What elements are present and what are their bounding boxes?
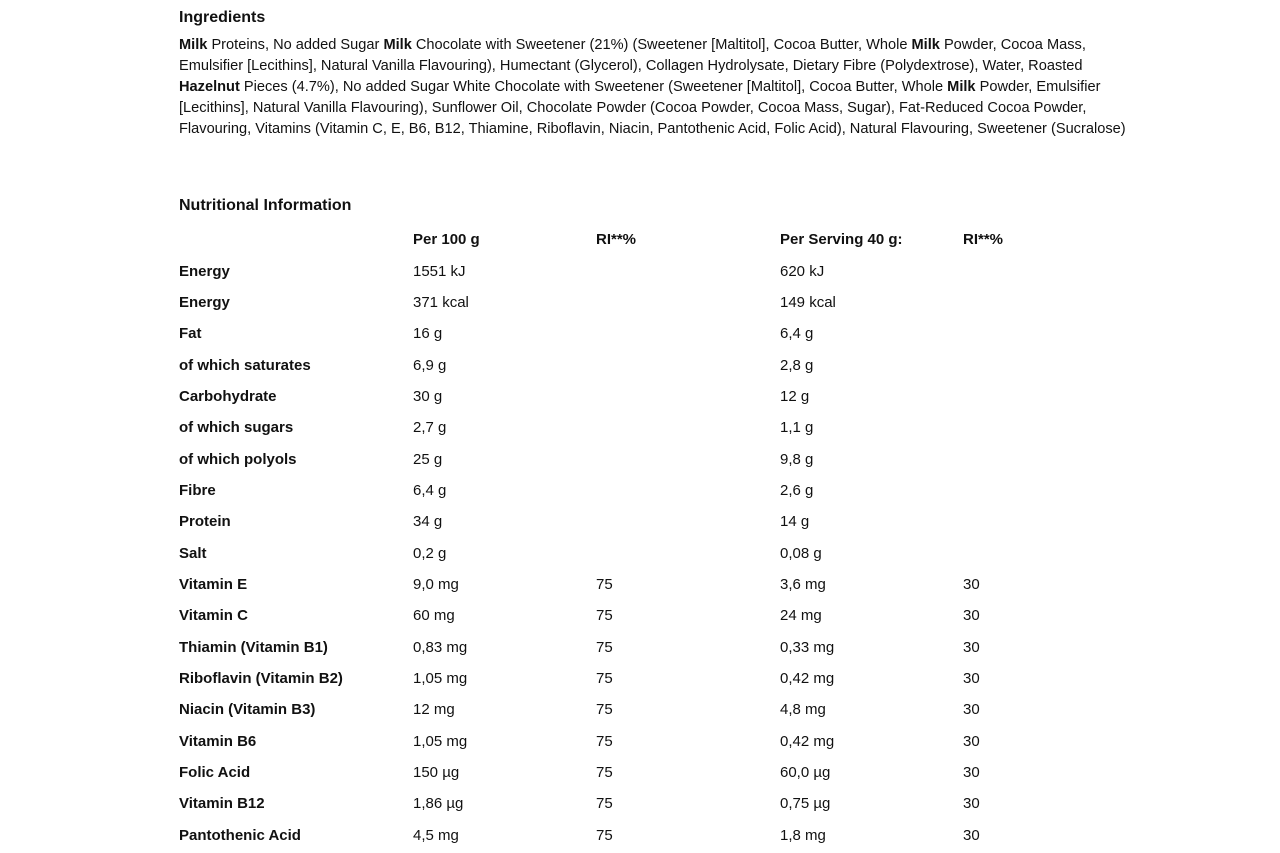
ri-per-100g: 75	[596, 638, 613, 656]
value-per-serving: 24 mg	[780, 607, 822, 625]
nutrient-name: Riboflavin (Vitamin B2)	[179, 669, 343, 687]
value-per-100g: 2,7 g	[413, 419, 447, 437]
table-row	[179, 631, 1083, 662]
ri-per-serving: 30	[963, 826, 980, 844]
table-row	[179, 255, 1083, 286]
ingredient-text-segment: Powder, Emulsifier [Lecithins], Natural Vanilla Flavouring), Sunflower Oil, Chocolate Powder (Cocoa Powder, Cocoa Mass, Sugar), Fat-Reduced Cocoa Powder, Flavouring, Vitamins (Vitamin C, E, B6, B12, Thiamine, Riboflavin, Niacin, Pantothenic Acid, Folic Acid), Natural Flavouring, Sweetener (Sucralose)	[179, 79, 1126, 137]
ri-per-100g	[596, 506, 780, 537]
table-row	[179, 820, 1083, 851]
ri-per-100g: 75	[596, 701, 613, 719]
table-row	[179, 287, 1083, 318]
value-per-100g: 150 µg	[413, 764, 460, 782]
allergen-highlight: Milk	[383, 37, 412, 53]
ri-per-serving: 30	[963, 638, 980, 656]
nutrition-heading: Nutritional Information	[179, 197, 352, 214]
table-row	[179, 569, 1083, 600]
value-per-100g: 25 g	[413, 450, 443, 468]
ri-per-serving	[963, 537, 1083, 568]
nutrient-name: Protein	[179, 513, 231, 531]
value-per-100g: 9,0 mg	[413, 575, 459, 593]
table-row	[179, 757, 1083, 788]
value-per-100g: 34 g	[413, 513, 443, 531]
value-per-100g: 1,05 mg	[413, 669, 468, 687]
ri-per-serving: 30	[963, 669, 980, 687]
value-per-serving: 14 g	[780, 513, 810, 531]
value-per-100g: 1551 kJ	[413, 262, 466, 280]
nutrition-header-row	[179, 224, 1083, 255]
value-per-serving: 620 kJ	[780, 262, 825, 280]
ri-per-100g: 75	[596, 607, 613, 625]
value-per-serving: 0,08 g	[780, 544, 822, 562]
ri-per-serving	[963, 287, 1083, 318]
ri-per-serving	[963, 475, 1083, 506]
nutrition-table-body	[179, 255, 1083, 851]
ri-per-100g	[596, 475, 780, 506]
allergen-highlight: Hazelnut	[179, 79, 240, 95]
ri-per-100g: 75	[596, 669, 613, 687]
value-per-100g: 4,5 mg	[413, 826, 459, 844]
nutrient-name: Thiamin (Vitamin B1)	[179, 638, 328, 656]
ri-per-100g	[596, 381, 780, 412]
ri-per-serving	[963, 349, 1083, 380]
table-row	[179, 443, 1083, 474]
nutrient-name: Vitamin B12	[179, 795, 265, 813]
value-per-100g: 12 mg	[413, 701, 455, 719]
ri-per-serving: 30	[963, 701, 980, 719]
value-per-100g: 0,83 mg	[413, 638, 468, 656]
value-per-serving: 0,33 mg	[780, 638, 835, 656]
table-row	[179, 475, 1083, 506]
ri-per-serving: 30	[963, 764, 980, 782]
value-per-serving: 1,8 mg	[780, 826, 826, 844]
ri-per-serving	[963, 506, 1083, 537]
ri-per-100g	[596, 537, 780, 568]
value-per-serving: 2,6 g	[780, 481, 814, 499]
allergen-highlight: Milk	[179, 37, 208, 53]
nutrient-name: Vitamin E	[179, 575, 248, 593]
ri-per-100g	[596, 349, 780, 380]
value-per-100g: 30 g	[413, 387, 443, 405]
value-per-100g: 16 g	[413, 325, 443, 343]
value-per-serving: 2,8 g	[780, 356, 814, 374]
ri-per-100g: 75	[596, 795, 613, 813]
nutrient-name: Folic Acid	[179, 764, 251, 782]
nutrient-name: of which sugars	[179, 419, 294, 437]
nutrient-name: of which saturates	[179, 356, 311, 374]
table-row	[179, 694, 1083, 725]
ri-per-serving	[963, 412, 1083, 443]
value-per-serving: 9,8 g	[780, 450, 814, 468]
column-header-per-serving: Per Serving 40 g:	[780, 231, 903, 249]
ingredients-text	[179, 35, 1139, 140]
nutrient-name: Energy	[179, 262, 230, 280]
ingredient-text-segment: Chocolate with Sweetener (21%) (Sweetener [Maltitol], Cocoa Butter, Whole	[411, 37, 912, 53]
ri-per-100g: 75	[596, 826, 613, 844]
ri-per-100g: 75	[596, 575, 613, 593]
value-per-serving: 4,8 mg	[780, 701, 826, 719]
allergen-highlight: Milk	[947, 79, 976, 95]
allergen-highlight: Milk	[911, 37, 940, 53]
ri-per-100g	[596, 412, 780, 443]
ri-per-serving: 30	[963, 732, 980, 750]
ingredient-text-segment: Pieces (4.7%), No added Sugar White Chocolate with Sweetener (Sweetener [Maltitol], Cocoa Butter, Whole	[239, 79, 948, 95]
nutrient-name: Niacin (Vitamin B3)	[179, 701, 316, 719]
ingredient-text-segment: Powder, Cocoa Mass, Emulsifier [Lecithins], Natural Vanilla Flavouring), Humectant (Glycerol), Collagen Hydrolysate, Dietary Fibre (Polydextrose), Water, Roasted	[179, 37, 1086, 74]
ri-per-100g	[596, 287, 780, 318]
value-per-100g: 371 kcal	[413, 293, 469, 311]
nutrient-name: Salt	[179, 544, 207, 562]
value-per-100g: 6,9 g	[413, 356, 447, 374]
ri-per-100g	[596, 318, 780, 349]
column-header-ri-serving: RI**%	[963, 231, 1004, 249]
nutrient-name: Vitamin B6	[179, 732, 257, 750]
nutrient-name: Fat	[179, 325, 202, 343]
ri-per-serving: 30	[963, 575, 980, 593]
value-per-serving: 0,42 mg	[780, 669, 835, 687]
nutrient-name: Pantothenic Acid	[179, 826, 301, 844]
table-row	[179, 318, 1083, 349]
value-per-serving: 12 g	[780, 387, 810, 405]
ri-per-serving	[963, 318, 1083, 349]
ingredient-text-segment: Proteins, No added Sugar	[207, 37, 384, 53]
value-per-serving: 60,0 µg	[780, 764, 831, 782]
ingredients-heading: Ingredients	[179, 9, 266, 26]
nutrition-table	[179, 224, 1083, 851]
nutrient-name: of which polyols	[179, 450, 297, 468]
value-per-serving: 6,4 g	[780, 325, 814, 343]
table-row	[179, 349, 1083, 380]
table-row	[179, 663, 1083, 694]
ri-per-100g	[596, 443, 780, 474]
table-row	[179, 726, 1083, 757]
value-per-serving: 3,6 mg	[780, 575, 826, 593]
value-per-serving: 0,42 mg	[780, 732, 835, 750]
table-row	[179, 381, 1083, 412]
table-row	[179, 788, 1083, 819]
column-header-ri-100g: RI**%	[596, 231, 637, 249]
ri-per-serving	[963, 443, 1083, 474]
nutrient-name: Carbohydrate	[179, 387, 277, 405]
value-per-100g: 0,2 g	[413, 544, 447, 562]
value-per-serving: 149 kcal	[780, 293, 836, 311]
column-header-nutrient	[179, 224, 413, 255]
value-per-100g: 1,86 µg	[413, 795, 464, 813]
table-row	[179, 600, 1083, 631]
column-header-per-100g: Per 100 g	[413, 231, 480, 249]
ri-per-serving: 30	[963, 795, 980, 813]
nutrient-name: Fibre	[179, 481, 216, 499]
ri-per-100g: 75	[596, 764, 613, 782]
ri-per-serving	[963, 255, 1083, 286]
value-per-serving: 0,75 µg	[780, 795, 831, 813]
value-per-100g: 60 mg	[413, 607, 455, 625]
table-row	[179, 506, 1083, 537]
value-per-serving: 1,1 g	[780, 419, 814, 437]
nutrient-name: Vitamin C	[179, 607, 248, 625]
ri-per-serving: 30	[963, 607, 980, 625]
table-row	[179, 412, 1083, 443]
ri-per-100g: 75	[596, 732, 613, 750]
ri-per-serving	[963, 381, 1083, 412]
value-per-100g: 6,4 g	[413, 481, 447, 499]
value-per-100g: 1,05 mg	[413, 732, 468, 750]
nutrient-name: Energy	[179, 293, 230, 311]
ri-per-100g	[596, 255, 780, 286]
table-row	[179, 537, 1083, 568]
